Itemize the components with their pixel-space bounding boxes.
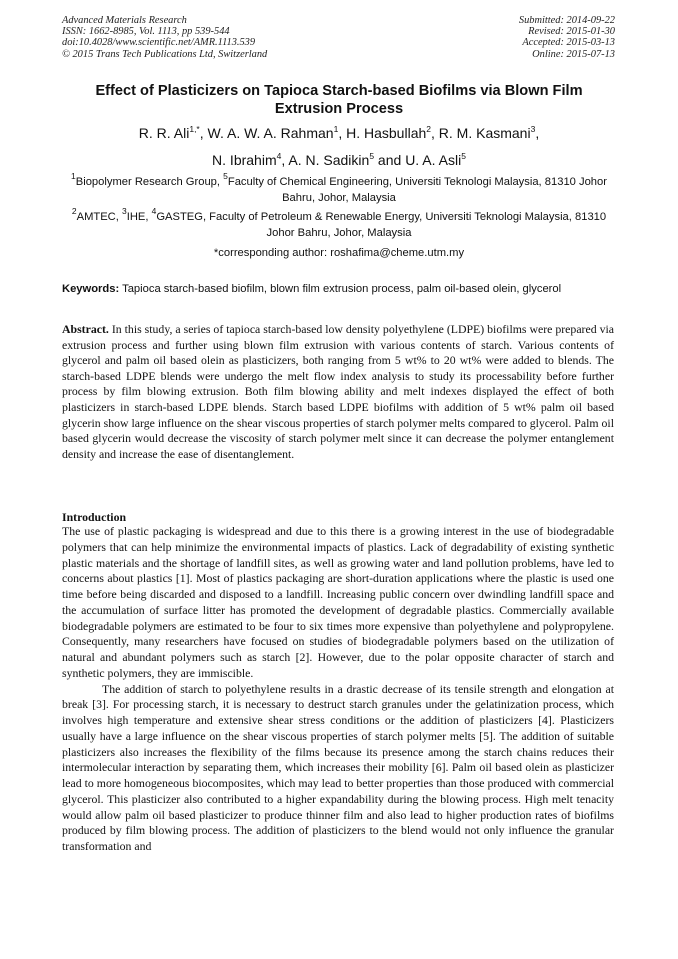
journal-info — [62, 15, 267, 60]
abstract-text: In this study, a series of tapioca starch-based low density polyethylene (LDPE) biofilms were prepared via extrusion process and further using blown film extrusion with various contents of starch. Various contents of glycerol and palm oil based olein as plasticizers, both ranging from 5 wt% to 20 wt% were added to blends. The starch-based LDPE blends were undergo the melt flow index analysis to study its processability before further process by film blowing extrusion. Both film blowing ability and melt indexes displayed the effect of both plasticizers in starch-based LDPE blends. Starch based LDPE biofilms with addition of 5 wt% palm oil based glycerin show large influence on the shear viscous properties of starch polymer melts compared to glycerol. Palm oil based glycerin would decrease the viscosity of starch polymer melt since it can decrease the polymer entanglement density and increase the ease of disentanglement. — [62, 322, 615, 461]
submission-dates — [519, 15, 615, 60]
author-name: H. Hasbullah — [346, 125, 427, 141]
author-list-line-2: N. Ibrahim$^4$, A. N. Sadikin$^5$ and U. A. Asli$^5$ — [212, 151, 466, 168]
affil-mark: 3 — [121, 206, 127, 216]
journal-doi: doi:10.4028/www.scientific.net/AMR.1113.539 — [62, 37, 256, 49]
affil-text: Biopolymer Research Group, — [75, 176, 224, 188]
author-affil-mark: 3 — [530, 124, 536, 134]
section-heading-introduction: Introduction — [62, 510, 127, 524]
online-date: Online: 2015-07-13 — [532, 48, 615, 60]
affiliation-1 — [60, 171, 618, 206]
abstract — [62, 322, 614, 462]
author-name: U. A. Asli — [405, 152, 462, 168]
affil-text: GASTEG, Faculty of Petroleum & Renewable Energy, Universiti Teknologi Malaysia, 81310 Johor Bahru, Johor, Malaysia — [156, 211, 607, 239]
paper-title: Effect of Plasticizers on Tapioca Starch-based Biofilms via Blown Film Extrusion Process — [95, 83, 583, 117]
keywords-text: Tapioca starch-based biofilm, blown film extrusion process, palm oil-based olein, glycerol — [122, 283, 562, 295]
author-affil-mark: 5 — [461, 151, 466, 161]
author-name: R. R. Ali — [138, 125, 190, 141]
corresponding-author: *corresponding author: roshafima@cheme.utm.my — [213, 247, 465, 259]
author-affil-mark: 4 — [276, 151, 282, 161]
author-name: W. A. W. A. Rahman — [207, 125, 334, 141]
author-affil-mark: 5 — [369, 151, 375, 161]
affil-text: AMTEC, — [76, 211, 122, 223]
keywords — [62, 282, 614, 297]
affil-text: Faculty of Chemical Engineering, Universiti Teknologi Malaysia, 81310 Johor Bahru, Johor, Malaysia — [227, 176, 607, 204]
affil-mark: 1 — [71, 171, 76, 181]
author-name: R. M. Kasmani — [438, 125, 531, 141]
keywords-label: Keywords: — [62, 283, 120, 295]
affiliation-2 — [60, 206, 618, 241]
paragraph: The addition of starch to polyethylene results in a drastic decrease of its tensile strength and elongation at break [3]. For processing starch, it is necessary to destruct starch granules under the gelatinization process, which involves high temperature and extensive shear stress conditions or the addition of plasticizers [4]. Plasticizers usually have a large influence on the shear viscous properties of starch polymer melts [5]. The addition of suitable plasticizers also increases the flexibility of the films because its presence among the starch chains reduces their intermolecular interaction by separating them, which increases their mobility [6]. Palm oil based olein as plasticizer lead to more homogeneous biocomposites, which may lead to better properties than those produced with commercial glycerol. This plasticizer also contributed to a higher expandability during the blowing process. High melt tenacity would allow palm oil based plasticizer to produce thinner film and also lead to higher production rates of biofilms produced by film blowing process. The addition of plasticizers to the blend would not only influence the granular transformation and — [62, 681, 614, 853]
author-name: A. N. Sadikin — [288, 152, 370, 168]
author-list-line-1: R. R. Ali$^{1,*}$, W. A. W. A. Rahman$^1$, H. Hasbullah$^2$, R. M. Kasmani$^3$, — [138, 124, 540, 141]
author-affil-mark: 1 — [333, 124, 339, 134]
affil-mark: 5 — [223, 171, 228, 181]
revised-date: Revised: 2015-01-30 — [528, 26, 615, 38]
affil-mark: 4 — [151, 206, 157, 216]
accepted-date: Accepted: 2015-03-13 — [522, 37, 615, 49]
paragraph: The use of plastic packaging is widespread and due to this there is a growing interest in the use of biodegradable polymers that can help minimize the environmental impacts of plastics. Lack of degradability of existing synthetic plastic materials and the shortage of landfill sites, as well as growing water and land pollution problems, have led to concerns about plastics [1]. Most of plastics packaging are short-duration applications where the plastic is used one time before being discarded and disposed to a landfill. Increasing public concern over dwindling landfill space and the accumulation of surface litter has promoted the development of degradable plastics. Commercially available biodegradable polymers are estimated to be four to six times more expensive than polyethylene and polypropylene. Consequently, many researchers have focused on studies of biodegradable polymers based on the utilization of natural and abundant polymers such as starch [2]. However, due to the polar opposite character of starch and synthetic polymers, they are immiscible. — [62, 524, 614, 680]
author-affil-mark: 2 — [426, 124, 431, 134]
abstract-label: Abstract. — [62, 322, 109, 336]
author-name: N. Ibrahim — [212, 152, 277, 168]
affil-mark: 2 — [71, 206, 77, 216]
author-affil-mark: 1,* — [189, 124, 200, 134]
submitted-date: Submitted: 2014-09-22 — [518, 15, 615, 26]
journal-issn: ISSN: 1662-8985, Vol. 1113, pp 539-544 — [62, 26, 230, 38]
journal-copyright: © 2015 Trans Tech Publications Ltd, Switzerland — [62, 48, 268, 60]
journal-name: Advanced Materials Research — [62, 15, 187, 26]
affil-text: IHE, — [126, 211, 152, 223]
introduction-body — [62, 524, 614, 855]
